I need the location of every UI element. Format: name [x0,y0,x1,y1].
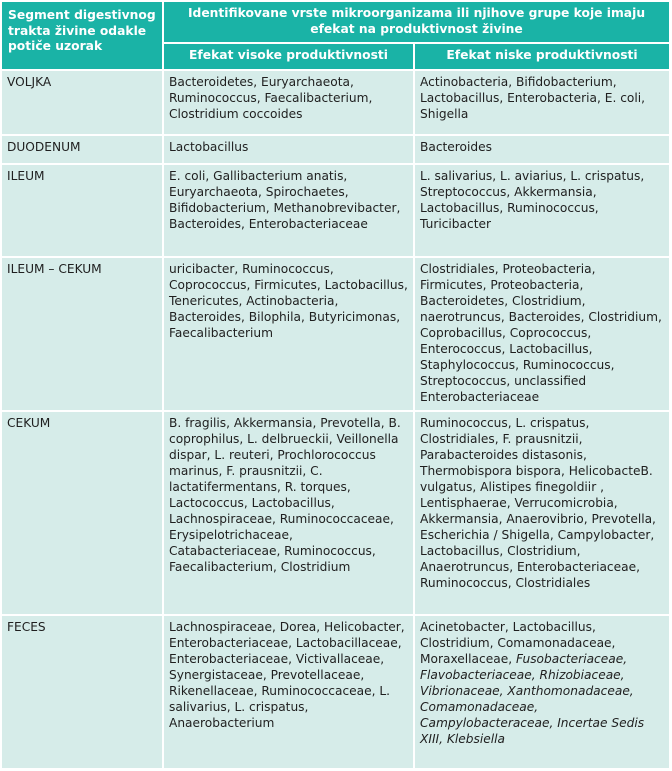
high-cell: uricibacter, Ruminococcus, Coprococcus, Firmicutes, Lactobacillus, Tenericutes, Actinobacteria, Bacteroides, Bilophila, Butyricimonas, Faecalibacterium [164,258,413,410]
high-cell: Lachnospiraceae, Dorea, Helicobacter, Enterobacteriaceae, Lactobacillaceae, Enterobacteriaceae, Victivallaceae, Synergistaceae, Prevotellaceae, Rikenellaceae, Ruminococcaceae, L. salivarius, L. crispatus, Anaerobacterium [164,616,413,768]
table-row [2,71,669,134]
segment-cell: VOLJKA [2,71,162,134]
header-identified: Identifikovane vrste mikroorganizama ili njihove grupe koje imaju efekat na produktivnost živine [164,2,669,42]
segment-cell: DUODENUM [2,136,162,163]
segment-cell: CEKUM [2,412,162,614]
table-row [2,136,669,163]
header-segment: Segment digestivnog trakta živine odakle potiče uzorak [2,2,162,69]
low-cell: Bacteroides [415,136,669,163]
low-cell-italic-text: Fusobacteriaceae, Flavobacteriaceae, Rhizobiaceae, Vibrionaceae, Xanthomonadaceae, Comamonadaceae, Campylobacteraceae, Incertae Sedis XIII, Klebsiella [420,652,645,746]
low-cell [415,616,669,768]
low-cell: Ruminococcus, L. crispatus, Clostridiales, F. prausnitzii, Parabacteroides distasonis, Thermobispora bispora, HelicobacteB. vulgatus, Alistipes finegoldiir , Lentisphaerae, Verrucomicrobia, Akkermansia, Anaerovibrio, Prevotella, Escherichia / Shigella, Campylobacter, Lactobacillus, Clostridium, Anaerotruncus, Enterobacteriaceae, Ruminococcus, Clostridiales [415,412,669,614]
low-cell: L. salivarius, L. aviarius, L. crispatus, Streptococcus, Akkermansia, Lactobacillus, Ruminococcus, Turicibacter [415,165,669,256]
high-cell: Lactobacillus [164,136,413,163]
segment-cell: FECES [2,616,162,768]
segment-cell: ILEUM – CEKUM [2,258,162,410]
high-cell: Bacteroidetes, Euryarchaeota, Ruminococcus, Faecalibacterium, Clostridium coccoides [164,71,413,134]
table-row [2,165,669,256]
table-row [2,412,669,614]
segment-cell: ILEUM [2,165,162,256]
low-cell-text: Acinetobacter, Lactobacillus, Clostridium, Comamonadaceae, Moraxellaceae, [420,620,616,666]
high-cell: E. coli, Gallibacterium anatis, Euryarchaeota, Spirochaetes, Bifidobacterium, Methanobrevibacter, Bacteroides, Enterobacteriaceae [164,165,413,256]
high-cell: B. fragilis, Akkermansia, Prevotella, B. coprophilus, L. delbrueckii, Veillonella dispar, L. reuteri, Prochlorococcus marinus, F. prausnitzii, C. lactatifermentans, R. torques, Lactococcus, Lactobacillus, Lachnospiraceae, Ruminococcaceae, Erysipelotrichaceae, Catabacteriaceae, Ruminococcus, Faecalibacterium, Clostridium [164,412,413,614]
table-row [2,258,669,410]
header-low-productivity: Efekat niske produktivnosti [415,44,669,69]
low-cell: Clostridiales, Proteobacteria, Firmicutes, Proteobacteria, Bacteroidetes, Clostridium, naerotruncus, Bacteroides, Clostridium, Coprobacillus, Coprococcus, Enterococcus, Lactobacillus, Staphylococcus, Ruminococcus, Streptococcus, unclassified Enterobacteriaceae [415,258,669,410]
table-row [2,616,669,768]
low-cell: Actinobacteria, Bifidobacterium, Lactobacillus, Enterobacteria, E. coli, Shigella [415,71,669,134]
header-high-productivity: Efekat visoke produktivnosti [164,44,413,69]
